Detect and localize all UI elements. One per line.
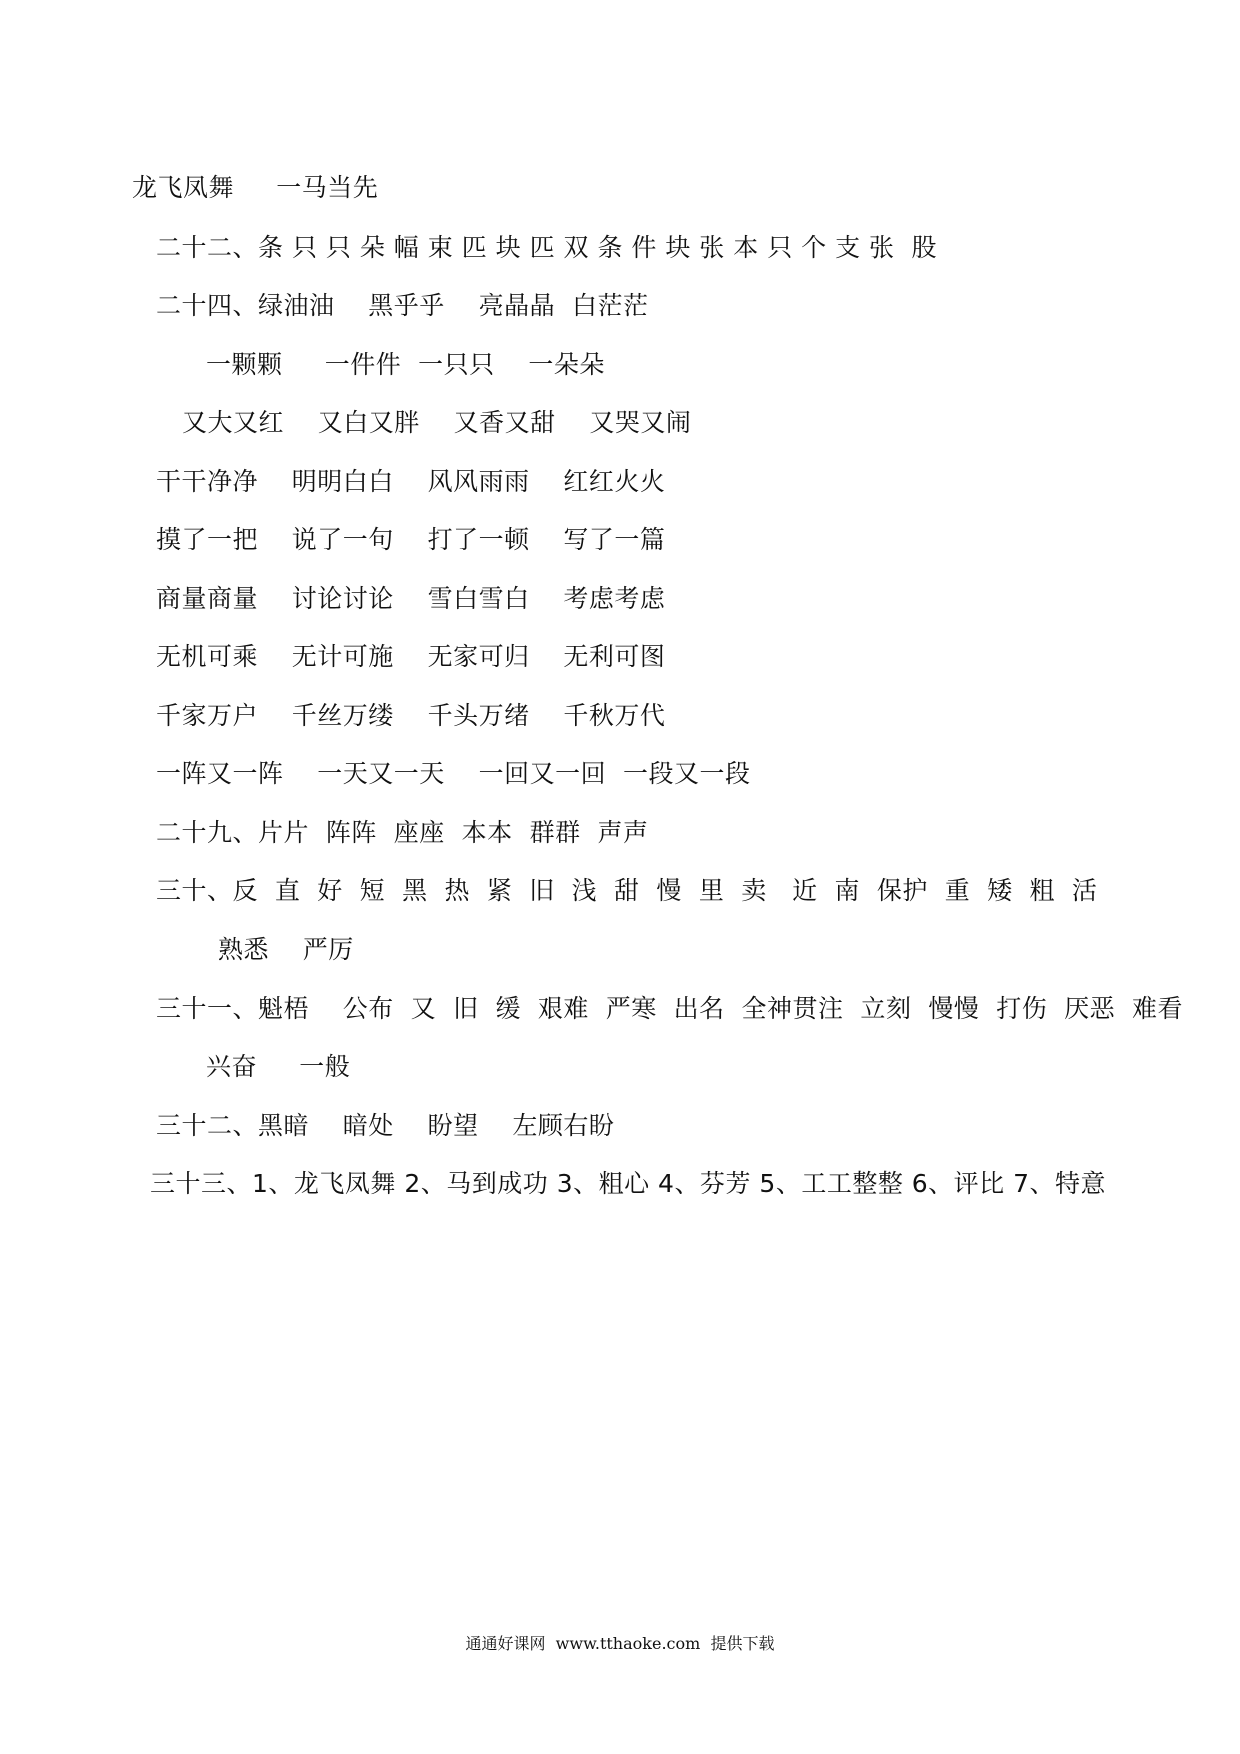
answer-line: 一颗颗 一件件 一只只 一朵朵: [206, 350, 605, 379]
answer-line: 千家万户 千丝万缕 千头万绪 千秋万代: [156, 701, 666, 730]
answer-line: 兴奋 一般: [206, 1052, 351, 1081]
answer-line: 二十四、绿油油 黑乎乎 亮晶晶 白茫茫: [156, 291, 649, 320]
answer-line: 一阵又一阵 一天又一天 一回又一回 一段又一段: [156, 759, 751, 788]
answer-line: 二十二、条 只 只 朵 幅 束 匹 块 匹 双 条 件 块 张 本 只 个 支 张 股: [156, 233, 937, 262]
answer-line: 三十三、1、龙飞凤舞 2、马到成功 3、粗心 4、芬芳 5、工工整整 6、评比 7、特意: [150, 1169, 1107, 1198]
answer-line: 三十、反 直 好 短 黑 热 紧 旧 浅 甜 慢 里 卖 近 南 保护 重 矮 粗 活: [156, 876, 1098, 905]
answer-line: 商量商量 讨论讨论 雪白雪白 考虑考虑: [156, 584, 666, 613]
answer-line: 熟悉 严厉: [218, 935, 354, 964]
answer-line: 摸了一把 说了一句 打了一顿 写了一篇: [156, 525, 666, 554]
answer-line: 三十二、黑暗 暗处 盼望 左顾右盼: [156, 1111, 615, 1140]
answer-line: 无机可乘 无计可施 无家可归 无利可图: [156, 642, 666, 671]
answer-line: 又大又红 又白又胖 又香又甜 又哭又闹: [182, 408, 692, 437]
answer-line: 龙飞凤舞 一马当先: [132, 173, 379, 202]
answer-line: 干干净净 明明白白 风风雨雨 红红火火: [156, 467, 666, 496]
page-footer: 通通好课网 www.tthaoke.com 提供下载: [465, 1634, 775, 1653]
answer-line: 二十九、片片 阵阵 座座 本本 群群 声声: [156, 818, 649, 847]
answer-line: 三十一、魁梧 公布 又 旧 缓 艰难 严寒 出名 全神贯注 立刻 慢慢 打伤 厌恶 难看: [156, 994, 1184, 1023]
